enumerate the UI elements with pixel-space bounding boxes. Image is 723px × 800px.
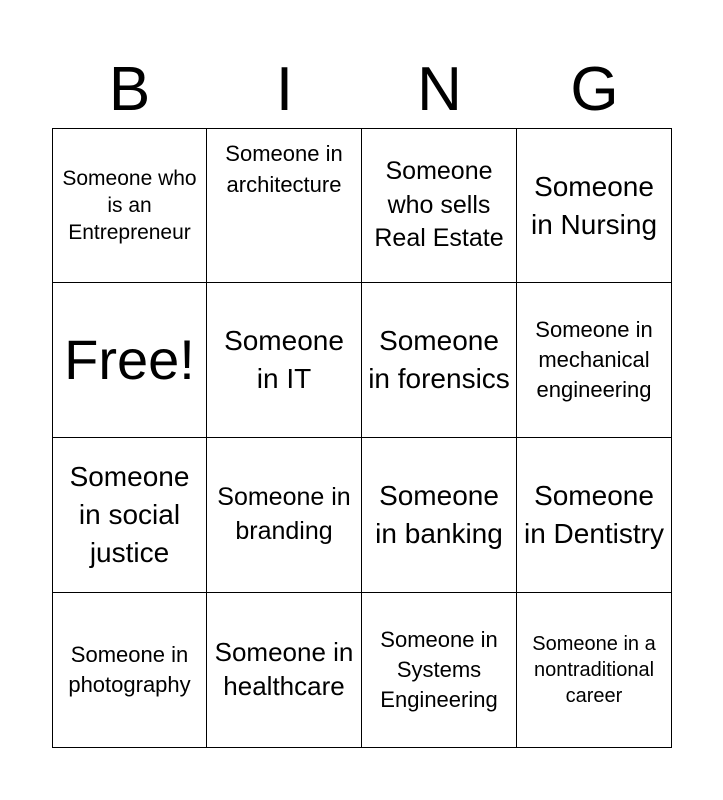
cell-label: Someone in banking bbox=[375, 480, 503, 549]
bingo-cell-r4c1[interactable] bbox=[52, 593, 207, 748]
cell-label: Someone in a nontraditional career bbox=[532, 633, 656, 707]
bingo-cell-r1c2[interactable] bbox=[207, 128, 362, 283]
bingo-cell-free[interactable] bbox=[52, 283, 207, 438]
header-letter-b: B bbox=[108, 55, 151, 124]
cell-label: Someone in IT bbox=[224, 325, 344, 394]
cell-label: Someone in healthcare bbox=[214, 637, 354, 701]
cell-label: Someone in branding bbox=[217, 483, 351, 545]
bingo-cell-r3c2[interactable] bbox=[207, 438, 362, 593]
bingo-cell-r1c1[interactable] bbox=[52, 128, 207, 283]
cell-label: Someone in Nursing bbox=[530, 170, 658, 240]
bingo-cell-r2c2[interactable] bbox=[207, 283, 362, 438]
header-letter-g: G bbox=[570, 55, 619, 124]
cell-label: Someone who is an Entrepreneur bbox=[62, 166, 197, 245]
cell-label: Someone in architecture bbox=[225, 141, 343, 197]
bingo-cell-r4c4[interactable] bbox=[517, 593, 672, 748]
cell-label: Someone in photography bbox=[68, 642, 191, 697]
bingo-header bbox=[52, 52, 672, 128]
bingo-cell-r1c4[interactable] bbox=[517, 128, 672, 283]
bingo-cell-r4c2[interactable] bbox=[207, 593, 362, 748]
cell-label: Someone in Systems Engineering bbox=[380, 627, 498, 712]
bingo-cell-r4c3[interactable] bbox=[362, 593, 517, 748]
cell-label: Free! bbox=[64, 328, 195, 392]
bingo-cell-r3c3[interactable] bbox=[362, 438, 517, 593]
cell-label: Someone who sells Real Estate bbox=[374, 156, 504, 253]
header-letter-n: N bbox=[417, 55, 462, 124]
bingo-board bbox=[52, 128, 672, 748]
cell-label: Someone in mechanical engineering bbox=[535, 317, 653, 402]
header-letter-i: I bbox=[275, 55, 294, 124]
bingo-cell-r2c3[interactable] bbox=[362, 283, 517, 438]
bingo-cell-r1c3[interactable] bbox=[362, 128, 517, 283]
cell-label: Someone in Dentistry bbox=[523, 480, 665, 549]
bingo-cell-r2c4[interactable] bbox=[517, 283, 672, 438]
cell-label: Someone in social justice bbox=[69, 461, 190, 568]
bingo-cell-r3c1[interactable] bbox=[52, 438, 207, 593]
bingo-cell-r3c4[interactable] bbox=[517, 438, 672, 593]
cell-label: Someone in forensics bbox=[368, 325, 510, 394]
